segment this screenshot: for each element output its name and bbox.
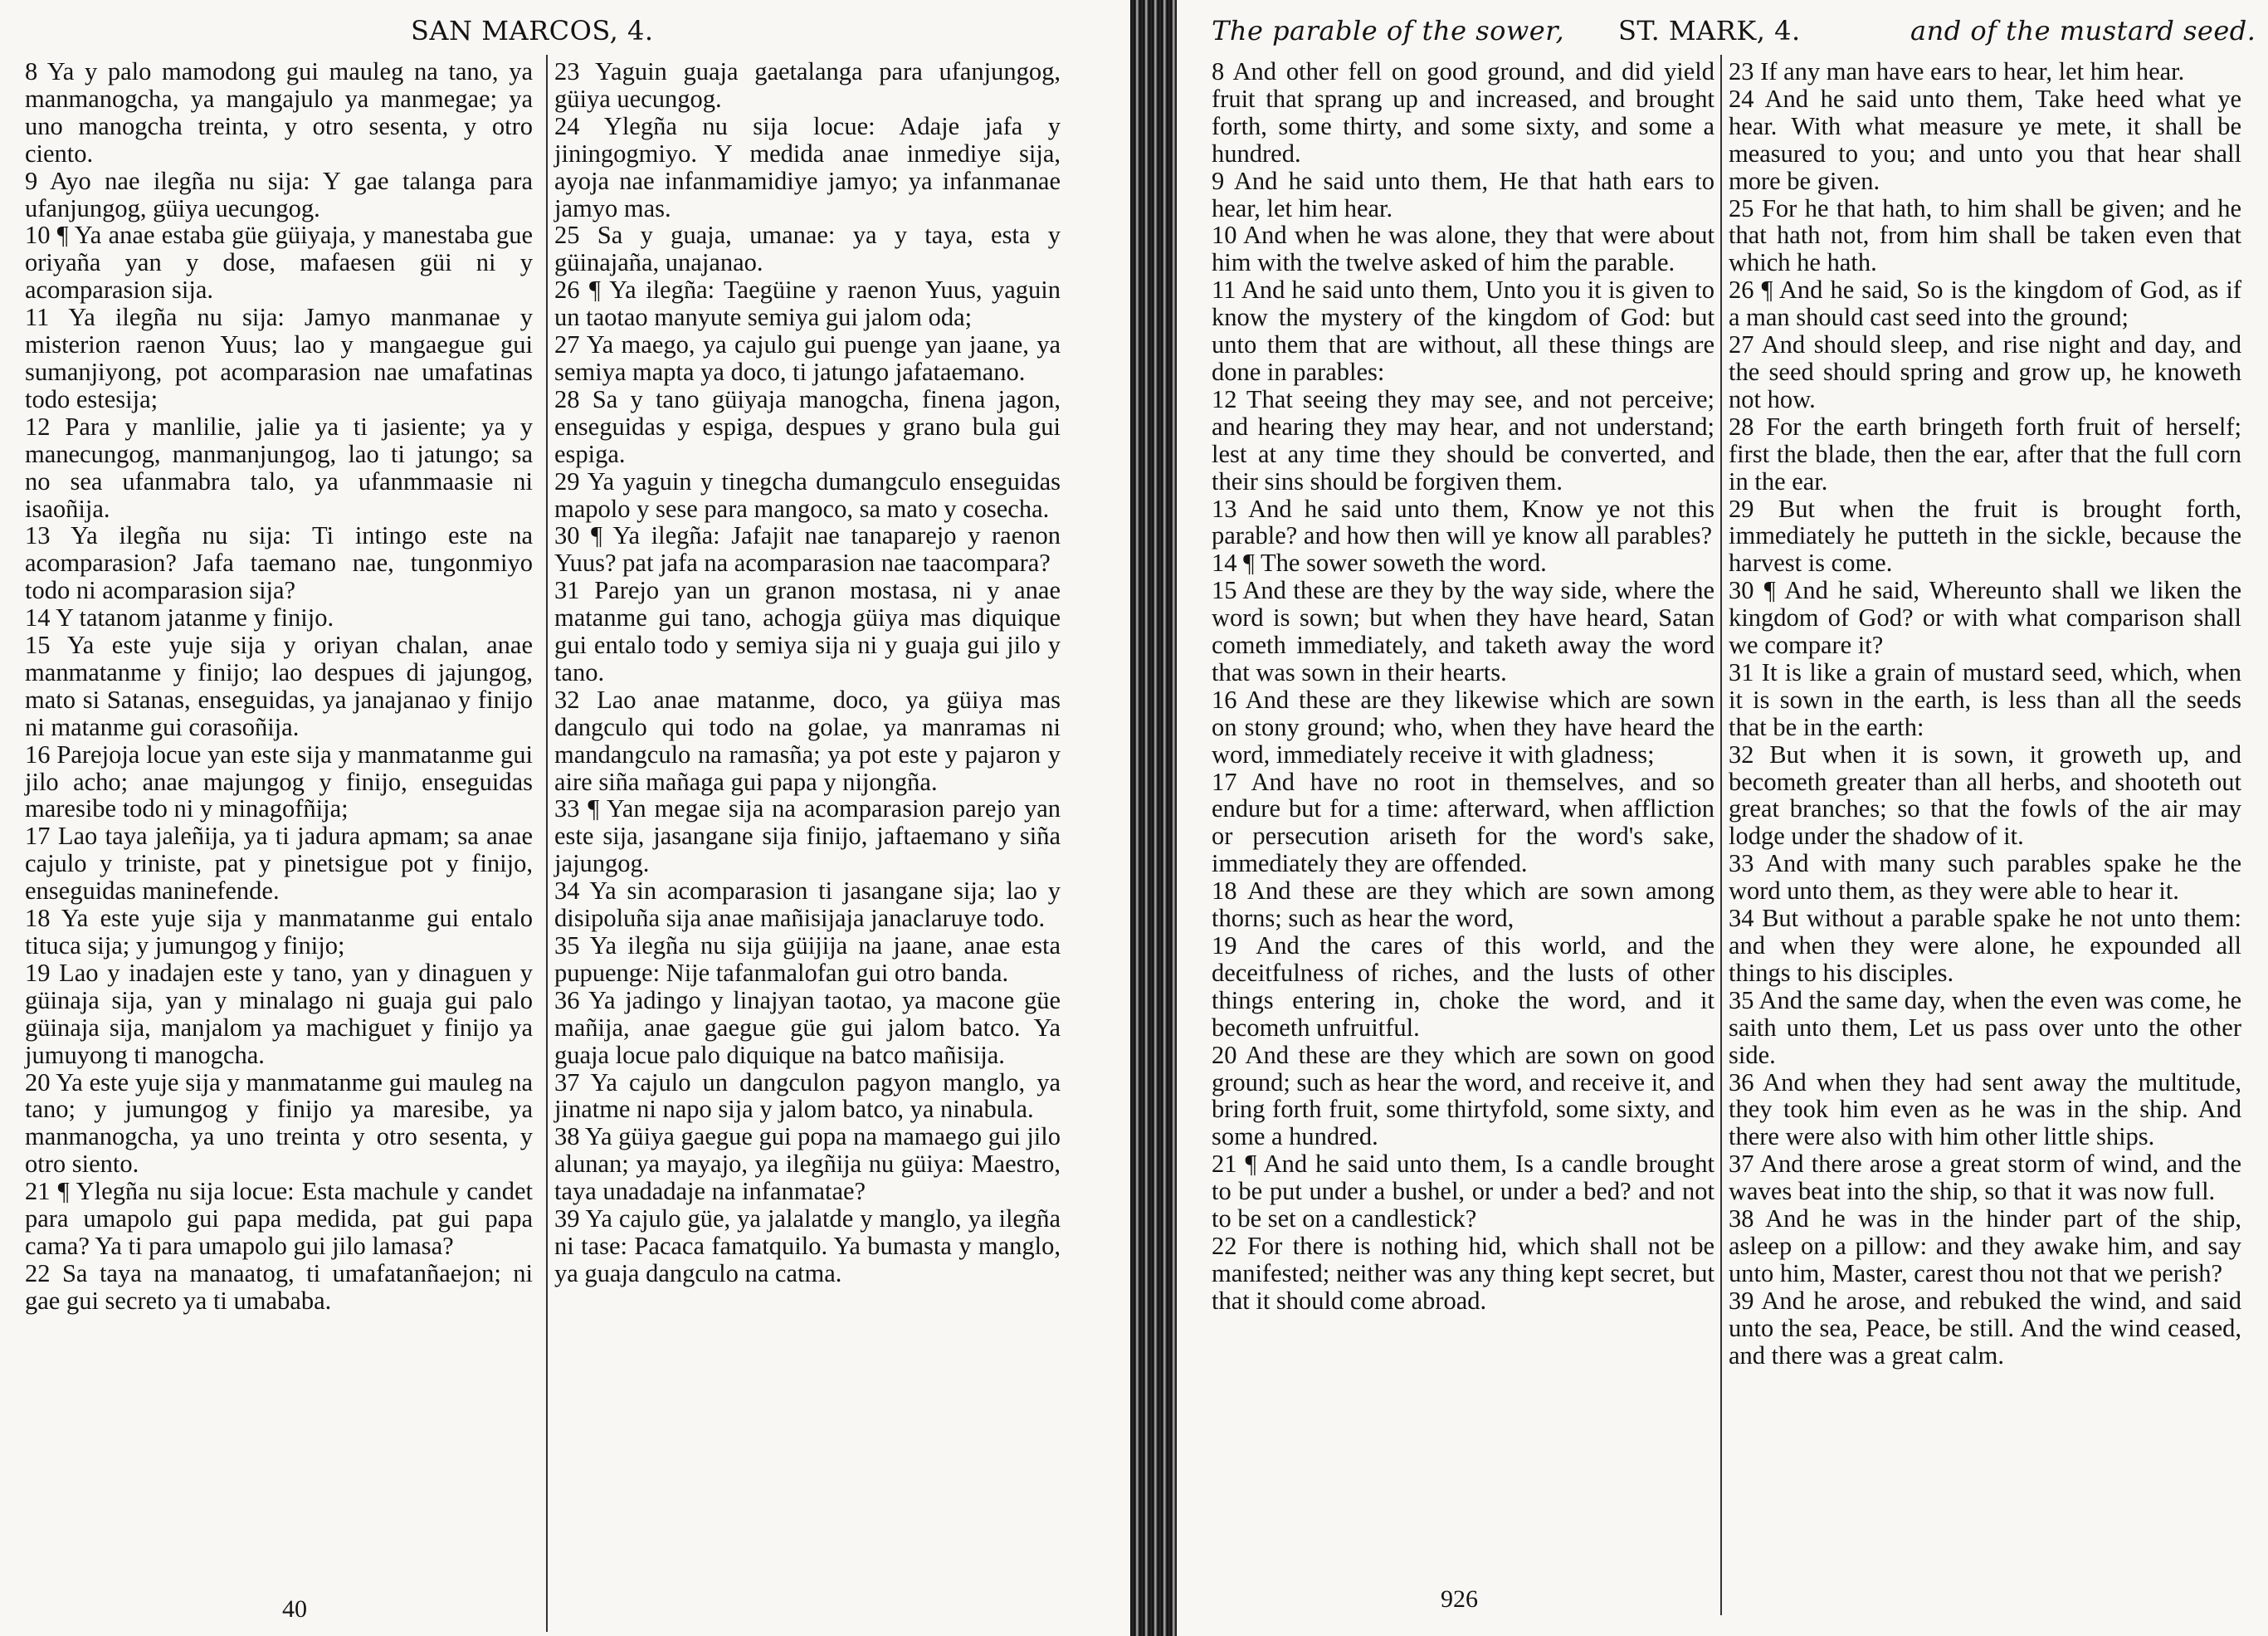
verse: 25 For he that hath, to him shall be given; and he that hath not, from him shall be taken even that which he hath. <box>1729 193 2241 277</box>
verse: 33 And with many such parables spake he the word unto them, as they were able to hear it. <box>1729 849 2241 906</box>
verse: 19 And the cares of this world, and the deceitfulness of riches, and the lusts of other things entering in, choke the word, and it becometh unfruitful. <box>1212 931 1714 1042</box>
running-head-st-mark: ST. MARK, 4. <box>1618 15 1801 46</box>
verse: 10 ¶ Ya anae estaba güe güiyaja, y manestaba gue oriyaña yan y dose, mafaesen güi ni y acomparasion sija. <box>25 221 533 305</box>
verse: 17 And have no root in themselves, and so endure but for a time: afterward, when affliction or persecution ariseth for the word's sake, immediately they are offended. <box>1212 767 1714 878</box>
right-page-english <box>1177 0 2268 1636</box>
verse: 31 It is like a grain of mustard seed, which, when it is sown in the earth, is less than all the seeds that be in the earth: <box>1729 657 2241 741</box>
verse: 32 Lao anae matanme, doco, ya güiya mas dangculo qui todo na golae, ya manramas ni mandangculo na ramasña; ya pot este y pajaron y aire siña mañaga gui papa y nijongña. <box>554 685 1061 796</box>
verse: 30 ¶ Ya ilegña: Jafajit nae tanaparejo y raenon Yuus? pat jafa na acomparasion nae taacompara? <box>554 521 1061 578</box>
verse: 13 Ya ilegña nu sija: Ti intingo este na acomparasion? Jafa taemano nae, tungonmiyo todo ni acomparasion sija? <box>25 521 533 605</box>
verse: 13 And he said unto them, Know ye not this parable? and how then will ye know all parables? <box>1212 494 1714 550</box>
page-number-left: 40 <box>282 1595 307 1623</box>
verse: 14 ¶ The sower soweth the word. <box>1212 549 1547 578</box>
verse: 22 For there is nothing hid, which shall not be manifested; neither was any thing kept secret, but that it should come abroad. <box>1212 1231 1714 1315</box>
verse: 16 Parejoja locue yan este sija y manmatanme gui jilo acho; anae majungog y finijo, enseguidas maresibe todo ni y minagofñija; <box>25 740 533 823</box>
page-number-right: 926 <box>1441 1585 1478 1613</box>
verse: 29 Ya yaguin y tinegcha dumangculo enseguidas mapolo y sese para mangoco, sa mato y cosecha. <box>554 466 1061 523</box>
verse: 32 But when it is sown, it groweth up, and becometh greater than all herbs, and shooteth out great branches; so that the fowls of the air may lodge under the shadow of it. <box>1729 740 2241 851</box>
verse: 28 Sa y tano güiyaja manogcha, finena jagon, enseguidas y espiga, despues y grano bula gui espiga. <box>554 384 1061 468</box>
verse: 11 And he said unto them, Unto you it is given to know the mystery of the kingdom of God: but unto them that are without, all these things are done in parables: <box>1212 276 1714 386</box>
verse: 8 And other fell on good ground, and did yield fruit that sprang up and increased, and brought forth, some thirty, and some sixty, and some a hundred. <box>1212 57 1714 168</box>
verse: 20 And these are they which are sown on good ground; such as hear the word, and receive it, and bring forth fruit, some thirtyfold, some sixty, and some a hundred. <box>1212 1040 1714 1151</box>
right-column-1 <box>1212 58 1714 1315</box>
verse: 17 Lao taya jaleñija, ya ti jadura apmam; sa anae cajulo y triniste, pat y pinetsigue pot y finijo, enseguidas maninefende. <box>25 822 533 906</box>
verse: 8 Ya y palo mamodong gui mauleg na tano, ya manmanogcha, ya mangajulo ya manmegae; ya uno manogcha treinta, y otro sesenta, y otro ciento. <box>25 57 533 168</box>
verse: 33 ¶ Yan megae sija na acomparasion parejo yan este sija, jasangane sija finijo, jaftaemano y siña jajungog. <box>554 794 1061 878</box>
verse: 15 And these are they by the way side, where the word is sown; but when they have heard, Satan cometh immediately, and taketh away the word that was sown in their hearts. <box>1212 576 1714 686</box>
verse: 26 ¶ Ya ilegña: Taegüine y raenon Yuus, yaguin un taotao manyute semiya gui jalom oda; <box>554 276 1061 332</box>
left-column-2 <box>554 58 1061 1287</box>
verse: 18 Ya este yuje sija y manmatanme gui entalo tituca sija; y jumungog y finijo; <box>25 904 533 960</box>
verse: 36 Ya jadingo y linajyan taotao, ya macone güe mañija, anae gaegue güe gui jalom batco. Ya guaja locue palo diquique na batco mañisija. <box>554 985 1061 1069</box>
verse: 16 And these are they likewise which are sown on stony ground; who, when they have heard the word, immediately receive it with gladness; <box>1212 685 1714 769</box>
verse: 10 And when he was alone, they that were about him with the twelve asked of him the parable. <box>1212 221 1714 277</box>
verse: 28 For the earth bringeth forth fruit of herself; first the blade, then the ear, after that the full corn in the ear. <box>1729 412 2241 496</box>
verse: 21 ¶ Ylegña nu sija locue: Esta machule y candet para umapolo gui papa medida, pat gui papa cama? Ya ti para umapolo gui jilo lamasa? <box>25 1177 533 1260</box>
verse: 25 Sa y guaja, umanae: ya y taya, esta y güinajaña, unajanao. <box>554 221 1061 277</box>
verse: 9 Ayo nae ilegña nu sija: Y gae talanga para ufanjungog, güiya uecungog. <box>25 166 533 222</box>
column-divider <box>546 55 548 1632</box>
verse: 21 ¶ And he said unto them, Is a candle brought to be put under a bushel, or under a bed? and not to be set on a candlestick? <box>1212 1150 1714 1233</box>
left-column-1 <box>25 58 533 1315</box>
verse: 15 Ya este yuje sija y oriyan chalan, anae manmatanme y finijo; lao despues di jajungog, mato si Satanas, enseguidas, ya janajanao y finijo ni matanme gui corasoñija. <box>25 631 533 741</box>
verse: 39 Ya cajulo güe, ya jalalatde y manglo, ya ilegña ni tase: Pacaca famatquilo. Ya bumasta y manglo, ya guaja dangculo na catma. <box>554 1204 1061 1287</box>
verse: 26 ¶ And he said, So is the kingdom of God, as if a man should cast seed into the ground; <box>1729 276 2241 332</box>
verse: 29 But when the fruit is brought forth, immediately he putteth in the sickle, because the harvest is come. <box>1729 494 2241 578</box>
verse: 27 Ya maego, ya cajulo gui puenge yan jaane, ya semiya mapta ya doco, ti jatungo jafataemano. <box>554 330 1061 386</box>
verse: 27 And should sleep, and rise night and day, and the seed should spring and grow up, he knoweth not how. <box>1729 330 2241 413</box>
verse: 9 And he said unto them, He that hath ears to hear, let him hear. <box>1212 166 1714 222</box>
verse: 12 Para y manlilie, jalie ya ti jasiente; ya y manecungog, manmanjungog, lao ti jatungo; sa no sea ufanmabra talo, ya ufanmmaasie ni isaoñija. <box>25 412 533 523</box>
verse: 19 Lao y inadajen este y tano, yan y dinaguen y güinaja sija, yan y minalago ni guaja gui palo güinaja sija, manjalom ya machiguet y finijo ya jumuyong ti manogcha. <box>25 958 533 1069</box>
verse: 30 ¶ And he said, Whereunto shall we liken the kingdom of God? or with what comparison shall we compare it? <box>1729 576 2241 660</box>
book-gutter-binding <box>1130 0 1182 1636</box>
verse: 12 That seeing they may see, and not perceive; and hearing they may hear, and not understand; lest at any time they should be converted, and their sins should be forgiven them. <box>1212 384 1714 496</box>
verse: 20 Ya este yuje sija y manmatanme gui mauleg na tano; y jumungog y finijo ya maresibe, ya manmanogcha, ya uno treinta y otro sesenta, y otro siento. <box>25 1067 533 1179</box>
verse: 24 And he said unto them, Take heed what ye hear. With what measure ye mete, it shall be measured to you; and unto you that hear shall more be given. <box>1729 84 2241 195</box>
verse: 34 Ya sin acomparasion ti jasangane sija; lao y disipoluña sija anae mañisijaja janaclaruye todo. <box>554 877 1061 933</box>
verse: 14 Y tatanom jatanme y finijo. <box>25 603 334 632</box>
running-head-left-topic: The parable of the sower, <box>1212 15 1565 46</box>
verse: 36 And when they had sent away the multitude, they took him even as he was in the ship. And there were also with him other little ships. <box>1729 1067 2241 1151</box>
column-divider <box>1720 55 1722 1615</box>
verse: 34 But without a parable spake he not unto them: and when they were alone, he expounded all things to his disciples. <box>1729 904 2241 987</box>
right-column-2 <box>1729 58 2241 1370</box>
verse: 37 Ya cajulo un dangculon pagyon manglo, ya jinatme ni napo sija y jalom batco, ya ninabula. <box>554 1067 1061 1124</box>
verse: 35 Ya ilegña nu sija güijija na jaane, anae esta pupuenge: Nije tafanmalofan gui otro banda. <box>554 931 1061 987</box>
verse: 38 Ya güiya gaegue gui popa na mamaego gui jilo alunan; ya mayajo, ya ilegñija nu güiya: Maestro, taya unadadaje na infanmatae? <box>554 1122 1061 1206</box>
verse: 31 Parejo yan un granon mostasa, ni y anae matanme gui tano, achogja güiya mas diquique gui entalo todo y semiya sija ni y guaja gui jilo y tano. <box>554 576 1061 686</box>
verse: 23 If any man have ears to hear, let him hear. <box>1729 57 2185 85</box>
running-head-right-topic: and of the mustard seed. <box>1910 15 2256 46</box>
verse: 38 And he was in the hinder part of the ship, asleep on a pillow: and they awake him, and say unto him, Master, carest thou not that we perish? <box>1729 1204 2241 1287</box>
verse: 39 And he arose, and rebuked the wind, and said unto the sea, Peace, be still. And the wind ceased, and there was a great calm. <box>1729 1286 2241 1370</box>
verse: 37 And there arose a great storm of wind, and the waves beat into the ship, so that it was now full. <box>1729 1150 2241 1206</box>
verse: 11 Ya ilegña nu sija: Jamyo manmanae y misterion raenon Yuus; lao y mangaegue gui sumanjiyong, pot acomparasion nae umafatinas todo estesija; <box>25 303 533 413</box>
verse: 24 Ylegña nu sija locue: Adaje jafa y jiningogmiyo. Y medida anae inmediye sija, ayoja nae infanmamidiye jamyo; ya infanmanae jamyo mas. <box>554 111 1061 222</box>
verse: 35 And the same day, when the even was come, he saith unto them, Let us pass over unto the other side. <box>1729 985 2241 1069</box>
verse: 22 Sa taya na manaatog, ti umafatanñaejon; ni gae gui secreto ya ti umababa. <box>25 1258 533 1315</box>
running-head-san-marcos: SAN MARCOS, 4. <box>411 15 654 46</box>
verse: 23 Yaguin guaja gaetalanga para ufanjungog, güiya uecungog. <box>554 57 1061 113</box>
verse: 18 And these are they which are sown among thorns; such as hear the word, <box>1212 877 1714 933</box>
